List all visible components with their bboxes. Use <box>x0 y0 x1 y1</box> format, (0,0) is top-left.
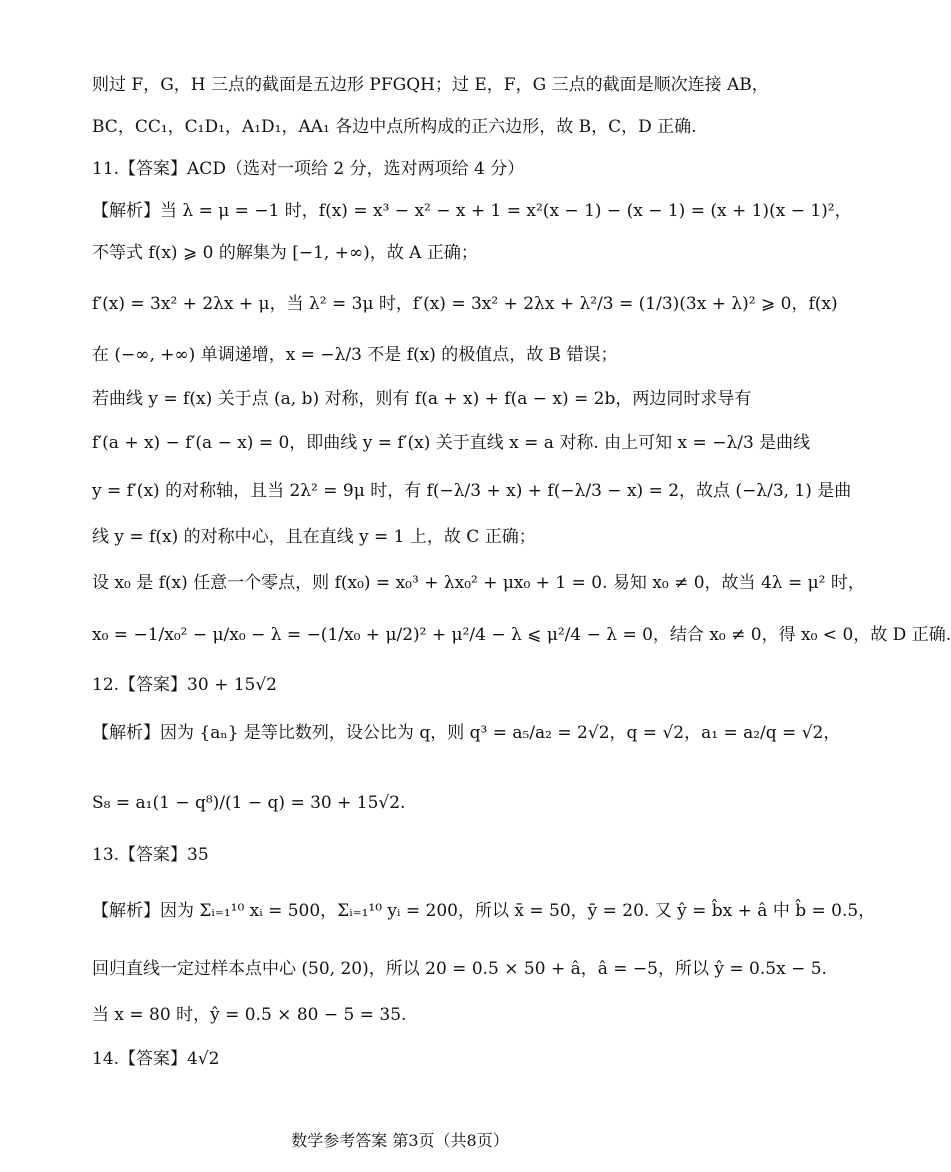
text-line: f′(a + x) − f′(a − x) = 0，即曲线 y = f′(x) 关于直线 x = a 对称. 由上可知 x = −λ/3 是曲线 <box>92 433 811 453</box>
text-line: x₀ = −1/x₀² − μ/x₀ − λ = −(1/x₀ + μ/2)² + μ²/4 − λ ⩽ μ²/4 − λ = 0，结合 x₀ ≠ 0，得 x₀ < 0，故 D 正确. <box>92 625 951 645</box>
text-line: 若曲线 y = f(x) 关于点 (a, b) 对称，则有 f(a + x) + f(a − x) = 2b，两边同时求导有 <box>92 389 752 409</box>
question-14-answer: 14.【答案】4√2 <box>92 1049 220 1069</box>
question-12-answer: 12.【答案】30 + 15√2 <box>92 675 277 695</box>
text-line: 在 (−∞, +∞) 单调递增，x = −λ/3 不是 f(x) 的极值点，故 B 错误； <box>92 345 618 365</box>
text-line: 则过 F，G，H 三点的截面是五边形 PFGQH；过 E，F，G 三点的截面是顺次连接 AB， <box>92 75 769 95</box>
text-line: 设 x₀ 是 f(x) 任意一个零点，则 f(x₀) = x₀³ + λx₀² + μx₀ + 1 = 0. 易知 x₀ ≠ 0，故当 4λ = μ² 时， <box>92 573 865 593</box>
text-line: 线 y = f(x) 的对称中心，且在直线 y = 1 上，故 C 正确； <box>92 527 536 547</box>
text-line: 【解析】因为 Σᵢ₌₁¹⁰ xᵢ = 500，Σᵢ₌₁¹⁰ yᵢ = 200，所以 x̄ = 50，ȳ = 20. 又 ŷ = b̂x + â 中 b̂ = 0.5， <box>92 901 876 921</box>
text-line: BC，CC₁，C₁D₁，A₁D₁，AA₁ 各边中点所构成的正六边形，故 B，C，D 正确. <box>92 117 697 137</box>
text-line: 不等式 f(x) ⩾ 0 的解集为 [−1, +∞)，故 A 正确； <box>92 243 478 263</box>
question-13-answer: 13.【答案】35 <box>92 845 209 865</box>
text-line: 【解析】当 λ = μ = −1 时，f(x) = x³ − x² − x + 1 = x²(x − 1) − (x − 1) = (x + 1)(x − 1)²， <box>92 201 852 221</box>
question-11-answer: 11.【答案】ACD（选对一项给 2 分，选对两项给 4 分） <box>92 159 525 179</box>
text-line: f′(x) = 3x² + 2λx + μ，当 λ² = 3μ 时，f′(x) = 3x² + 2λx + λ²/3 = (1/3)(3x + λ)² ⩾ 0，f(x) <box>92 294 838 314</box>
text-line: 【解析】因为 {aₙ} 是等比数列，设公比为 q，则 q³ = a₅/a₂ = 2√2，q = √2，a₁ = a₂/q = √2， <box>92 723 841 743</box>
text-line: S₈ = a₁(1 − q⁸)/(1 − q) = 30 + 15√2. <box>92 793 406 813</box>
text-line: 回归直线一定过样本点中心 (50, 20)，所以 20 = 0.5 × 50 + â，â = −5，所以 ŷ = 0.5x − 5. <box>92 959 827 979</box>
text-line: y = f′(x) 的对称轴，且当 2λ² = 9μ 时，有 f(−λ/3 + x) + f(−λ/3 − x) = 2，故点 (−λ/3, 1) 是曲 <box>92 481 852 501</box>
text-line: 当 x = 80 时，ŷ = 0.5 × 80 − 5 = 35. <box>92 1005 407 1025</box>
page-footer: 数学参考答案 第3页（共8页） <box>291 1131 509 1150</box>
